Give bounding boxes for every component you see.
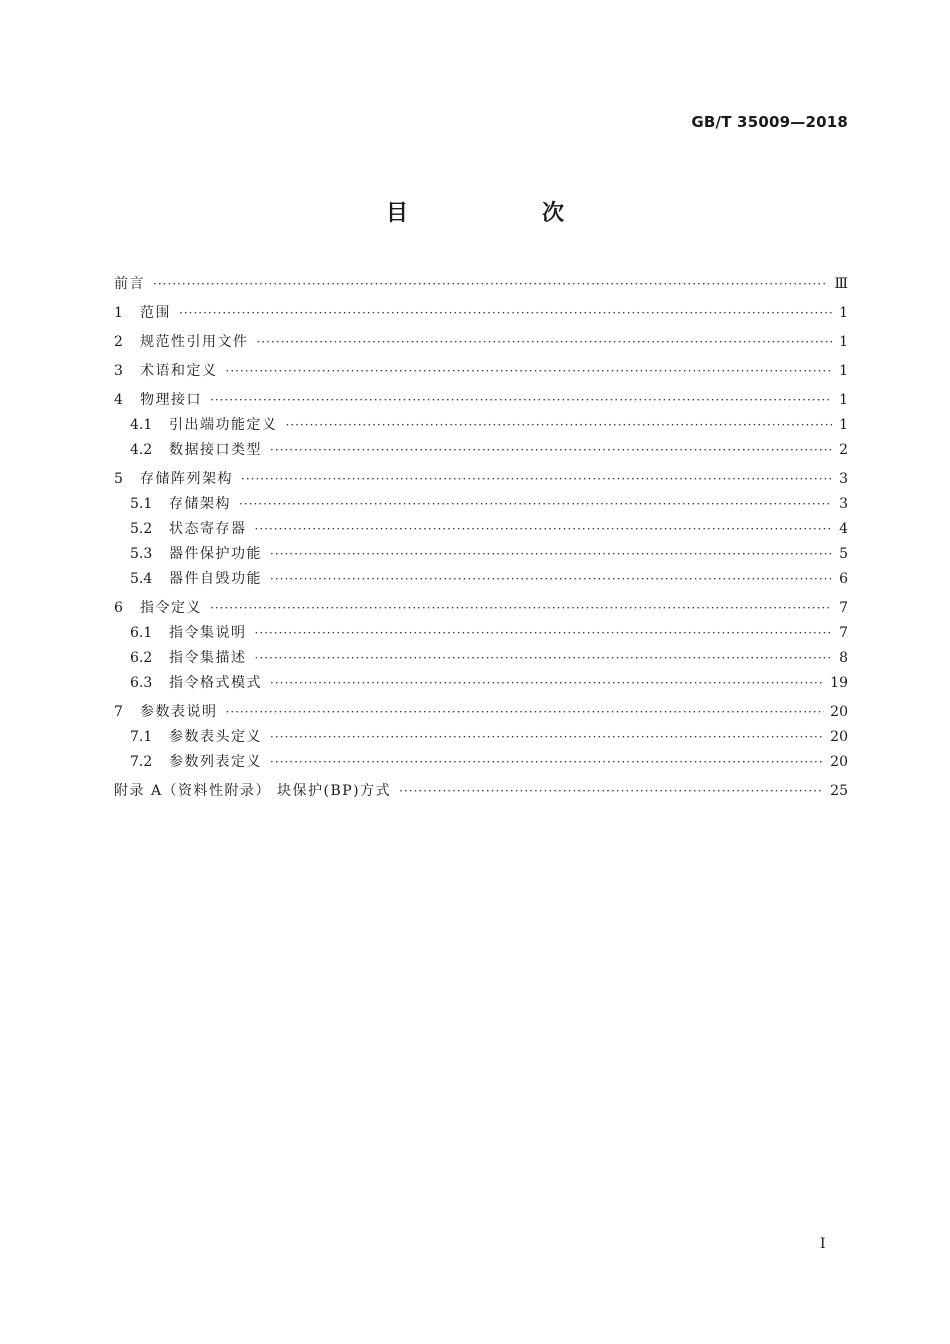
toc-entry[interactable] — [114, 388, 848, 413]
toc-entry-page: 5 — [839, 546, 848, 562]
toc-entry-page: 4 — [839, 521, 848, 537]
toc-entry-label: 参数表头定义 — [169, 729, 262, 745]
table-of-contents — [114, 272, 848, 804]
toc-entry-label: 器件保护功能 — [169, 546, 262, 562]
toc-entry-page: 20 — [830, 754, 848, 770]
toc-entry-page: 1 — [839, 334, 848, 350]
toc-entry-label: 范围 — [140, 305, 171, 321]
toc-entry-page: 2 — [839, 442, 848, 458]
dot-leader — [286, 413, 833, 438]
toc-entry[interactable] — [114, 700, 848, 725]
toc-entry[interactable] — [114, 567, 848, 592]
toc-entry[interactable] — [114, 330, 848, 355]
dot-leader — [210, 388, 832, 413]
toc-entry-number: 1 — [114, 305, 123, 321]
toc-entry-page: 20 — [830, 729, 848, 745]
toc-entry[interactable] — [114, 413, 848, 438]
dot-leader — [179, 301, 832, 326]
toc-entry[interactable] — [114, 671, 848, 696]
toc-entry-page: 1 — [839, 417, 848, 433]
dot-leader — [255, 517, 833, 542]
toc-entry-label: 前言 — [114, 276, 145, 292]
toc-entry-page: 3 — [839, 471, 848, 487]
toc-entry-number: 5.3 — [130, 546, 153, 562]
toc-entry-label: 状态寄存器 — [169, 521, 247, 537]
toc-entry-number: 6.3 — [130, 675, 153, 691]
dot-leader — [399, 779, 824, 804]
toc-entry-label: 指令格式模式 — [169, 675, 262, 691]
toc-entry-label: 存储阵列架构 — [140, 471, 233, 487]
toc-entry-label: 引出端功能定义 — [169, 417, 278, 433]
toc-entry[interactable] — [114, 621, 848, 646]
toc-entry-page: 8 — [839, 650, 848, 666]
toc-entry[interactable] — [114, 438, 848, 463]
toc-entry[interactable] — [114, 492, 848, 517]
toc-entry-label: 器件自毁功能 — [169, 571, 262, 587]
dot-leader — [270, 725, 824, 750]
toc-entry-number: 4 — [114, 392, 123, 408]
toc-entry[interactable] — [114, 301, 848, 326]
toc-entry-number: 4.1 — [130, 417, 153, 433]
toc-entry-number: 7 — [114, 704, 123, 720]
toc-entry-number: 4.2 — [130, 442, 153, 458]
toc-entry-page: 1 — [839, 305, 848, 321]
toc-entry-label: 数据接口类型 — [169, 442, 262, 458]
toc-entry-number: 7.1 — [130, 729, 153, 745]
toc-entry[interactable] — [114, 467, 848, 492]
page-number: Ⅰ — [820, 1236, 826, 1252]
toc-entry-page: 1 — [839, 392, 848, 408]
toc-entry[interactable] — [114, 542, 848, 567]
toc-entry-label: 附录 A（资料性附录） 块保护(BP)方式 — [114, 783, 392, 799]
toc-entry-number: 6 — [114, 600, 123, 616]
dot-leader — [270, 567, 832, 592]
toc-entry-label: 指令集描述 — [169, 650, 247, 666]
dot-leader — [257, 330, 833, 355]
toc-entry-number: 6.2 — [130, 650, 153, 666]
dot-leader — [241, 467, 832, 492]
toc-entry-page: 7 — [839, 625, 848, 641]
toc-entry-page: 6 — [839, 571, 848, 587]
toc-entry-label: 指令集说明 — [169, 625, 247, 641]
toc-entry[interactable] — [114, 779, 848, 804]
toc-entry[interactable] — [114, 272, 848, 297]
toc-entry-number: 3 — [114, 363, 123, 379]
toc-entry-label: 参数列表定义 — [169, 754, 262, 770]
toc-entry-label: 参数表说明 — [140, 704, 218, 720]
toc-entry[interactable] — [114, 517, 848, 542]
toc-entry[interactable] — [114, 646, 848, 671]
toc-entry-page: 20 — [830, 704, 848, 720]
toc-entry-page: 25 — [830, 783, 848, 799]
toc-entry-page: 19 — [830, 675, 848, 691]
toc-entry[interactable] — [114, 359, 848, 384]
toc-entry-label: 规范性引用文件 — [140, 334, 249, 350]
toc-entry-number: 2 — [114, 334, 123, 350]
toc-entry-number: 5.1 — [130, 496, 153, 512]
toc-entry-label: 指令定义 — [140, 600, 202, 616]
toc-entry[interactable] — [114, 750, 848, 775]
toc-entry[interactable] — [114, 725, 848, 750]
toc-entry-page: 7 — [839, 600, 848, 616]
standard-code: GB/T 35009—2018 — [691, 113, 848, 131]
dot-leader — [270, 671, 824, 696]
dot-leader — [255, 646, 833, 671]
dot-leader — [270, 542, 832, 567]
toc-entry[interactable] — [114, 596, 848, 621]
dot-leader — [270, 438, 832, 463]
dot-leader — [226, 359, 833, 384]
dot-leader — [255, 621, 833, 646]
toc-entry-label: 存储架构 — [169, 496, 231, 512]
toc-entry-number: 6.1 — [130, 625, 153, 641]
toc-entry-number: 5.4 — [130, 571, 153, 587]
dot-leader — [226, 700, 825, 725]
toc-entry-number: 7.2 — [130, 754, 153, 770]
dot-leader — [239, 492, 832, 517]
toc-entry-page: Ⅲ — [834, 276, 848, 292]
toc-entry-number: 5 — [114, 471, 123, 487]
toc-entry-page: 1 — [839, 363, 848, 379]
toc-entry-label: 物理接口 — [140, 392, 202, 408]
dot-leader — [270, 750, 824, 775]
dot-leader — [210, 596, 832, 621]
toc-entry-page: 3 — [839, 496, 848, 512]
dot-leader — [153, 272, 828, 297]
page-title: 目 次 — [385, 201, 620, 226]
toc-entry-label: 术语和定义 — [140, 363, 218, 379]
toc-entry-number: 5.2 — [130, 521, 153, 537]
